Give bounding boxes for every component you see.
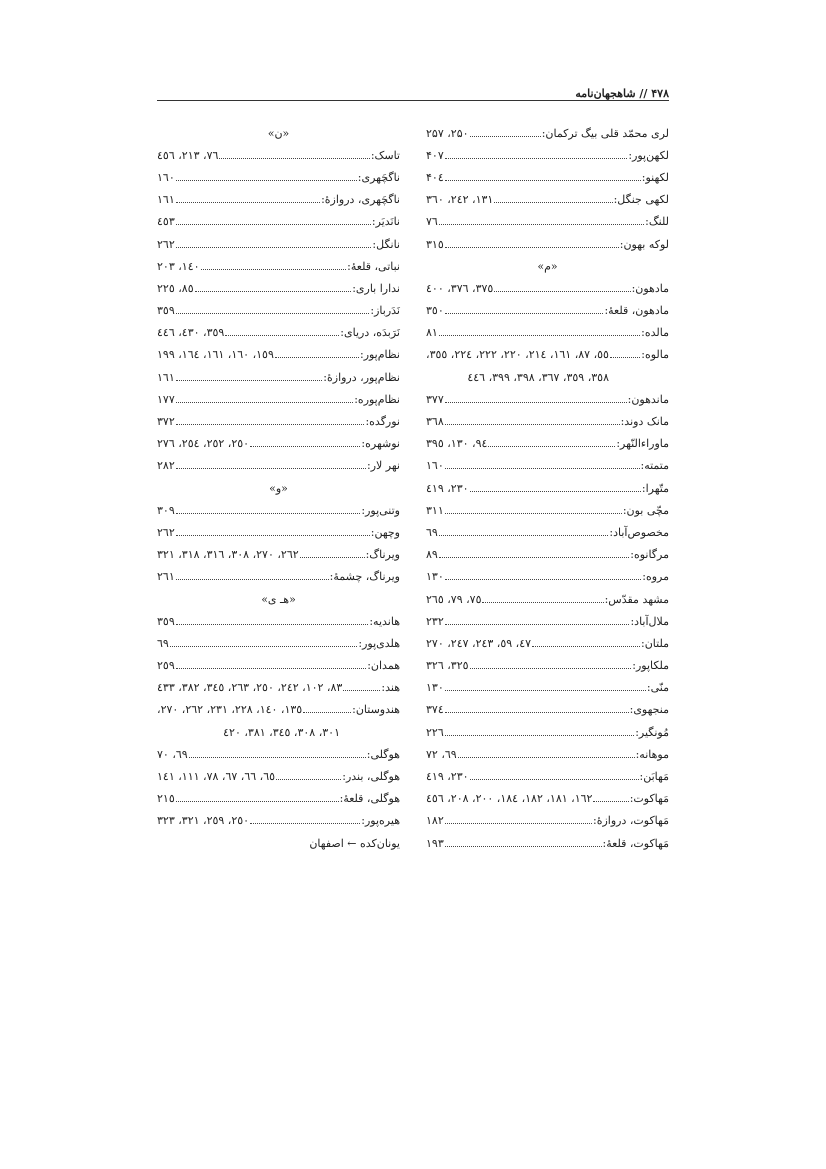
- entry-pages: ۸٥، ۲۲٥: [157, 281, 194, 295]
- entry-name: متّهرا:: [641, 481, 669, 495]
- entry-pages: ۳٥۰: [426, 304, 444, 318]
- dot-leader: [176, 801, 339, 802]
- dot-leader: [176, 402, 353, 403]
- index-entry: [426, 521, 669, 543]
- dot-leader: [445, 846, 602, 847]
- entry-pages: ۲٦۲: [157, 237, 175, 251]
- index-entry: [157, 632, 400, 654]
- entry-name: مادهون:: [631, 281, 669, 295]
- dot-leader: [439, 535, 609, 536]
- dot-leader: [494, 202, 612, 203]
- dot-leader: [488, 446, 615, 447]
- dot-leader: [439, 335, 640, 336]
- entry-name: وتنی‌پور:: [361, 503, 400, 517]
- entry-pages: ۲٦۲، ۲۷۰، ۳۰۸، ۳۱٦، ۳۱۸، ۳۲۱: [157, 548, 299, 562]
- dot-leader: [470, 136, 541, 137]
- dot-leader: [445, 579, 642, 580]
- entry-name: نانگل:: [372, 237, 400, 251]
- entry-pages: ۲۳۲: [426, 614, 444, 628]
- entry-name: هلدی‌پور:: [358, 636, 400, 650]
- entry-pages: ۲٥۹: [157, 659, 175, 673]
- dot-leader: [610, 357, 640, 358]
- dot-leader: [445, 735, 634, 736]
- index-entry: [426, 189, 669, 211]
- entry-pages: ۱٦۲، ۱۸۱، ۱۸۲، ۱۸٤، ۲۰۰، ۲۰۸، ٤٥٦: [426, 792, 593, 806]
- entry-pages: ۴۰۷: [426, 148, 444, 162]
- dot-leader: [176, 535, 370, 536]
- entry-name: نظام‌پور، دروازهٔ:: [323, 370, 400, 384]
- section-heading: «هـ ی»: [261, 592, 296, 606]
- entry-name: هوگلی، قلعهٔ:: [339, 792, 400, 806]
- dot-leader: [445, 624, 630, 625]
- entry-name: هوگلی:: [366, 747, 400, 761]
- entry-name: ندارا باری:: [352, 281, 400, 295]
- index-entry: [426, 610, 669, 632]
- index-entry: [157, 144, 400, 166]
- entry-name: متمته:: [640, 459, 669, 473]
- index-entry: [426, 277, 669, 299]
- index-entry: [157, 388, 400, 410]
- index-column-left: [157, 122, 400, 854]
- dot-leader: [445, 247, 619, 248]
- entry-name: لکهن‌پور:: [628, 148, 669, 162]
- dot-leader: [439, 224, 644, 225]
- dot-leader: [445, 712, 629, 713]
- index-entry: [157, 544, 400, 566]
- index-entry: [426, 655, 669, 677]
- index-entry: [426, 765, 669, 787]
- dot-leader: [176, 424, 365, 425]
- entry-name: مچّی بون:: [622, 503, 669, 517]
- entry-pages: ۱۳۱، ۲٤۲، ۳٦۰: [426, 193, 494, 207]
- index-entry: [157, 566, 400, 588]
- entry-pages: ۳۰۱، ۳۰۸، ۳٤٥، ۳۸۱، ٤۲۰: [223, 725, 340, 739]
- dot-leader: [176, 513, 361, 514]
- entry-pages: ۸۹: [426, 548, 438, 562]
- entry-name: موهانه:: [635, 747, 669, 761]
- index-entry: [157, 743, 400, 765]
- entry-name: نانَدیَر:: [371, 215, 400, 229]
- entry-name: وچهن:: [370, 525, 400, 539]
- index-entry: [157, 189, 400, 211]
- dot-leader: [445, 823, 592, 824]
- entry-pages: ۱٦۰: [157, 170, 175, 184]
- entry-pages: ۲۱٥: [157, 792, 175, 806]
- index-entry: [426, 588, 669, 610]
- section-heading: «م»: [537, 259, 558, 273]
- dot-leader: [445, 513, 622, 514]
- index-entry: [157, 610, 400, 632]
- dot-leader: [176, 380, 323, 381]
- dot-leader: [176, 468, 366, 469]
- entry-pages: ۳۲٥، ۳۲٦: [426, 659, 469, 673]
- entry-name: هیره‌پور:: [361, 814, 400, 828]
- index-entry: [426, 166, 669, 188]
- dot-leader: [176, 668, 366, 669]
- dot-leader: [300, 557, 365, 558]
- dot-leader: [176, 202, 320, 203]
- section-heading: «و»: [269, 481, 288, 495]
- entry-pages: ۴۰٤: [426, 170, 444, 184]
- index-entry: [157, 699, 400, 721]
- dot-leader: [176, 224, 371, 225]
- entry-name: نظام‌پوره:: [354, 392, 400, 406]
- entry-name: مشهد مقدّس:: [604, 592, 669, 606]
- dot-leader: [176, 624, 369, 625]
- index-entry: [426, 544, 669, 566]
- entry-name: ناگچَهری، دروازهٔ:: [321, 193, 400, 207]
- entry-pages: ۳۷۲: [157, 415, 175, 429]
- dot-leader: [189, 757, 366, 758]
- dot-leader: [445, 690, 646, 691]
- index-entry: [157, 277, 400, 299]
- dot-leader: [275, 357, 359, 358]
- entry-name: مانک دوند:: [620, 415, 669, 429]
- entry-name: هند:: [381, 681, 400, 695]
- entry-name: هندوستان:: [352, 703, 400, 717]
- dot-leader: [482, 602, 603, 603]
- entry-name: مرگانوه:: [630, 548, 669, 562]
- index-entry: [426, 233, 669, 255]
- dot-leader: [176, 247, 372, 248]
- entry-pages: ۷٦: [426, 215, 438, 229]
- entry-pages: ۳۰۹: [157, 503, 175, 517]
- entry-name: نَرَبدَه، دریای:: [340, 326, 400, 340]
- index-entry: [157, 166, 400, 188]
- entry-pages: ۲۵۰، ۲۵۷: [426, 126, 469, 140]
- entry-name: ویرناگ، چشمهٔ:: [329, 570, 400, 584]
- header-rule: [157, 100, 669, 101]
- entry-pages: ۱۳٥، ۱٤۰، ۲۲۸، ۲۳۱، ۲٦۲، ۲۷۰،: [157, 703, 303, 717]
- entry-name: مالوه:: [641, 348, 669, 362]
- index-entry: [426, 433, 669, 455]
- entry-name: مَهاکوت:: [629, 792, 669, 806]
- entry-name: مخصوص‌آباد:: [609, 525, 669, 539]
- entry-name: لری محمّد قلی بیگ ترکمان:: [541, 126, 669, 140]
- index-entry: [157, 410, 400, 432]
- dot-leader: [250, 446, 360, 447]
- cross-reference: یونان‌کده ← اصفهان: [309, 836, 400, 850]
- entry-name: نظام‌پور:: [359, 348, 400, 362]
- index-entry: [426, 743, 669, 765]
- dot-leader: [445, 180, 641, 181]
- index-column-right: [426, 122, 669, 854]
- index-entry: [426, 388, 669, 410]
- index-entry: [157, 499, 400, 521]
- entry-name: لوکه بهون:: [619, 237, 669, 251]
- index-entry: [157, 344, 400, 366]
- entry-pages: ۲٥۰، ۲٥۹، ۳۲۱، ۳۲۳: [157, 814, 250, 828]
- dot-leader: [470, 779, 639, 780]
- entry-name: هوگلی، بندر:: [342, 770, 400, 784]
- index-entry: [157, 521, 400, 543]
- entry-name: نورگده:: [365, 415, 400, 429]
- entry-pages: ۳٥۹، ٤۳۰، ٤٤٦: [157, 326, 225, 340]
- entry-pages: ۱٥۹، ۱٦۰، ۱٦۱، ۱٦٤، ۱۹۹: [157, 348, 274, 362]
- entry-pages: ٦٥، ٦٦، ٦۷، ۷۸، ۱۱۱، ۱٤۱: [157, 770, 276, 784]
- entry-name: ماندهون:: [627, 392, 669, 406]
- entry-pages: ۳۱٥: [426, 237, 444, 251]
- dot-leader: [445, 313, 604, 314]
- index-entry: [426, 566, 669, 588]
- entry-pages: ۲۳۰، ٤۱۹: [426, 481, 469, 495]
- entry-name: مادهون، قلعهٔ:: [604, 304, 669, 318]
- index-entry-continuation: [157, 721, 400, 743]
- entry-pages: ٦۹: [157, 636, 169, 650]
- page-number-and-title: ۴۷۸ // شاهجهان‌نامه: [575, 87, 669, 100]
- entry-name: ناگچَهری:: [357, 170, 400, 184]
- index-entry: [426, 455, 669, 477]
- entry-name: تاسک:: [370, 148, 400, 162]
- index-entry: [426, 300, 669, 322]
- entry-pages: ۱۳۰: [426, 681, 444, 695]
- entry-pages: ۲۳۰، ٤۱۹: [426, 770, 469, 784]
- entry-name: ملال‌آباد:: [630, 614, 669, 628]
- index-entry: [157, 765, 400, 787]
- index-entry: [157, 677, 400, 699]
- entry-name: لکهنو:: [641, 170, 669, 184]
- entry-name: مَهاکوت، قلعهٔ:: [602, 836, 669, 850]
- entry-pages: ۳۷٤: [426, 703, 444, 717]
- dot-leader: [532, 646, 640, 647]
- entry-pages: ۱٦۱: [157, 370, 175, 384]
- index-entry: [426, 211, 669, 233]
- entry-name: مالده:: [641, 326, 669, 340]
- index-entry: [426, 699, 669, 721]
- index-entry: [426, 477, 669, 499]
- entry-pages: ٤۷، ٥۹، ۲٤۳، ۲٤۷، ۲۷۰: [426, 636, 532, 650]
- dot-leader: [445, 402, 627, 403]
- entry-pages: ۹٤، ۱۳۰، ۳۹٥: [426, 437, 488, 451]
- entry-pages: ۳۱۱: [426, 503, 444, 517]
- entry-name: ملتان:: [641, 636, 669, 650]
- entry-pages: ۱۷۷: [157, 392, 175, 406]
- entry-name: ویرناگ:: [365, 548, 400, 562]
- entry-pages: ۳٥۹: [157, 614, 175, 628]
- dot-leader: [225, 335, 339, 336]
- index-entry: [157, 233, 400, 255]
- entry-name: منّی:: [646, 681, 669, 695]
- entry-pages: ٥٥، ۸۷، ۱٦۱، ۲۱٤، ۲۲۰، ۲۲۲، ۲۲٤، ۳٥٥،: [426, 348, 609, 362]
- index-entry: [426, 721, 669, 743]
- index-entry: [157, 788, 400, 810]
- entry-pages: ۱٦۰: [426, 459, 444, 473]
- entry-pages: ۲٦۲: [157, 525, 175, 539]
- dot-leader: [276, 779, 341, 780]
- entry-name: نَدَرباز:: [370, 304, 400, 318]
- index-entry: [426, 410, 669, 432]
- dot-leader: [201, 269, 347, 270]
- index-entry: [157, 366, 400, 388]
- index-entry: [157, 322, 400, 344]
- index-entry: [157, 655, 400, 677]
- index-entry-continuation: [426, 366, 669, 388]
- entry-name: نباتی، قلعهٔ:: [347, 259, 400, 273]
- dot-leader: [445, 468, 640, 469]
- dot-leader: [494, 291, 630, 292]
- dot-leader: [195, 291, 352, 292]
- entry-pages: ۳٦۸: [426, 415, 444, 429]
- dot-leader: [176, 180, 357, 181]
- dot-leader: [170, 646, 358, 647]
- entry-pages: ۱۹۳: [426, 836, 444, 850]
- running-header: [157, 82, 669, 100]
- index-entry: [157, 455, 400, 477]
- dot-leader: [445, 424, 620, 425]
- index-entry: [426, 810, 669, 832]
- dot-leader: [593, 801, 628, 802]
- entry-pages: ٦۹، ۷۰: [157, 747, 188, 761]
- dot-leader: [176, 313, 370, 314]
- entry-pages: ۳٥۸، ۳٥۹، ۳٦۷، ۳۹۸، ۳۹۹، ٤٤٦: [467, 370, 609, 384]
- entry-pages: ۳۷۷: [426, 392, 444, 406]
- entry-name: مَهاکوت، دروازهٔ:: [593, 814, 669, 828]
- entry-pages: ۲۸۲: [157, 459, 175, 473]
- entry-name: مَهابَن:: [639, 770, 669, 784]
- index-entry: [426, 322, 669, 344]
- index-entry: [157, 255, 400, 277]
- entry-name: للنگ:: [645, 215, 669, 229]
- index-entry: [426, 499, 669, 521]
- entry-pages: ٤٥۳: [157, 215, 175, 229]
- entry-pages: ۲٥۰، ۲٥۲، ۲٥٤، ۲۷٦: [157, 437, 250, 451]
- index-entry: [157, 211, 400, 233]
- entry-name: لکهی جنگل:: [613, 193, 669, 207]
- entry-name: مُونگیر:: [635, 725, 669, 739]
- index-entry: [426, 144, 669, 166]
- dot-leader: [470, 668, 632, 669]
- entry-name: نهر لار:: [367, 459, 400, 473]
- entry-pages: ۱۳۰: [426, 570, 444, 584]
- entry-pages: ۱٦۱: [157, 193, 175, 207]
- index-entry: [426, 788, 669, 810]
- dot-leader: [343, 690, 380, 691]
- dot-leader: [458, 757, 635, 758]
- dot-leader: [439, 557, 629, 558]
- index-entry: [426, 344, 669, 366]
- entry-name: هاندیه:: [369, 614, 400, 628]
- index-entry: [426, 122, 669, 144]
- entry-name: منجهوی:: [629, 703, 669, 717]
- entry-pages: ۸۱: [426, 326, 438, 340]
- index-entry: [426, 677, 669, 699]
- index-entry: [157, 433, 400, 455]
- dot-leader: [470, 491, 641, 492]
- entry-pages: ۲٦۱: [157, 570, 175, 584]
- index-entry: [157, 300, 400, 322]
- entry-pages: ۳٥۹: [157, 304, 175, 318]
- entry-pages: ۳۷٥، ۳۷٦، ٤۰۰: [426, 281, 494, 295]
- entry-name: ملکاپور:: [632, 659, 669, 673]
- entry-pages: ۲۲٦: [426, 725, 444, 739]
- entry-pages: ٦۹: [426, 525, 438, 539]
- entry-pages: ۷٥، ۷۹، ۲٦٥: [426, 592, 482, 606]
- entry-pages: ۱۸۲: [426, 814, 444, 828]
- section-heading: «ن»: [267, 126, 290, 140]
- dot-leader: [445, 158, 628, 159]
- dot-leader: [219, 158, 369, 159]
- entry-pages: ۸۳، ۱۰۲، ۲٤۲، ۲٥۰، ۲٦۳، ۳٤٥، ۳۸۲، ٤۳۳: [157, 681, 343, 695]
- dot-leader: [250, 823, 360, 824]
- index-entry: [157, 810, 400, 832]
- entry-name: ماوراءالنّهر:: [616, 437, 669, 451]
- entry-pages: ۷٦، ۲۱۳، ٤٥٦: [157, 148, 219, 162]
- entry-name: نوشهره:: [361, 437, 400, 451]
- index-entry: [426, 832, 669, 854]
- entry-pages: ۱٤۰، ۲۰۳: [157, 259, 200, 273]
- entry-name: مروه:: [642, 570, 669, 584]
- dot-leader: [303, 712, 351, 713]
- index-entry: [426, 632, 669, 654]
- entry-pages: ٦۹، ۷۲: [426, 747, 457, 761]
- dot-leader: [176, 579, 329, 580]
- entry-name: همدان:: [367, 659, 400, 673]
